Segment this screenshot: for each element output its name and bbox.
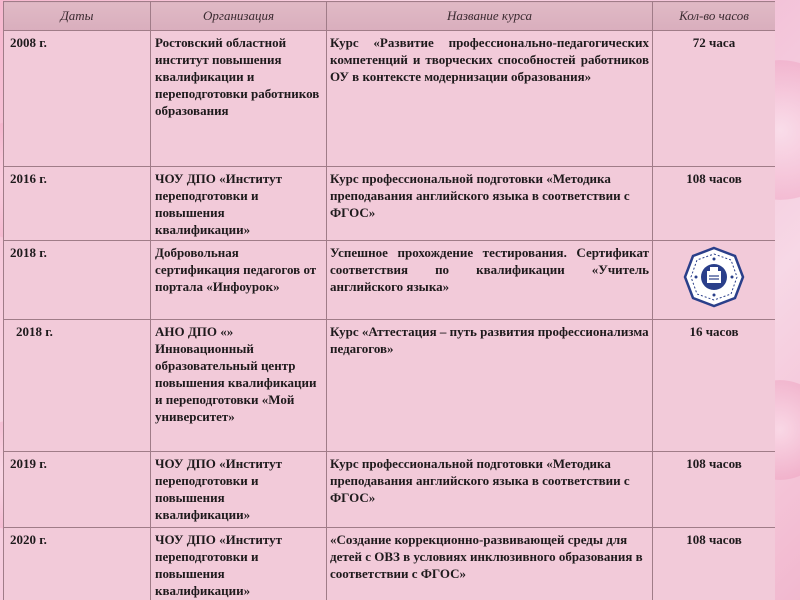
cell-organization: Добровольная сертификация педагогов от портала «Инфоурок» bbox=[151, 241, 327, 320]
cell-hours: 108 часов bbox=[653, 167, 776, 241]
cell-hours: 108 часов bbox=[653, 452, 776, 528]
cell-date: 2018 г. bbox=[4, 241, 151, 320]
cell-hours: 72 часа bbox=[653, 31, 776, 167]
cell-hours-badge bbox=[653, 241, 776, 320]
cell-date: 2020 г. bbox=[4, 528, 151, 600]
courses-table bbox=[3, 1, 775, 600]
table-row bbox=[4, 31, 776, 167]
cell-date: 2019 г. bbox=[4, 452, 151, 528]
cell-organization: Ростовский областной институт повышения квалификации и переподготовки работников образования bbox=[151, 31, 327, 167]
cell-hours: 108 часов bbox=[653, 528, 776, 600]
table-header-row bbox=[4, 2, 776, 31]
cell-organization: ЧОУ ДПО «Институт переподготовки и повышения квалификации» bbox=[151, 528, 327, 600]
cell-course: Курс профессиональной подготовки «Методика преподавания английского языка в соответствии с ФГОС» bbox=[327, 167, 653, 241]
cell-date: 2008 г. bbox=[4, 31, 151, 167]
table-row bbox=[4, 241, 776, 320]
header-dates: Даты bbox=[4, 2, 151, 31]
courses-table-container bbox=[3, 1, 775, 600]
cell-date: 2018 г. bbox=[4, 320, 151, 452]
header-organization: Организация bbox=[151, 2, 327, 31]
header-course: Название курса bbox=[327, 2, 653, 31]
cell-organization: ЧОУ ДПО «Институт переподготовки и повышения квалификации» bbox=[151, 167, 327, 241]
header-hours: Кол-во часов bbox=[653, 2, 776, 31]
cell-course: Курс профессиональной подготовки «Методика преподавания английского языка в соответствии с ФГОС» bbox=[327, 452, 653, 528]
table-row bbox=[4, 528, 776, 600]
cell-course: «Создание коррекционно-развивающей среды для детей с ОВЗ в условиях инклюзивного образования в соответствии с ФГОС» bbox=[327, 528, 653, 600]
cell-course: Курс «Аттестация – путь развития профессионализма педагогов» bbox=[327, 320, 653, 452]
cell-hours: 16 часов bbox=[653, 320, 776, 452]
cell-date: 2016 г. bbox=[4, 167, 151, 241]
cell-course: Успешное прохождение тестирования. Сертификат соответствия по квалификации «Учитель английского языка» bbox=[327, 241, 653, 320]
cell-organization: ЧОУ ДПО «Институт переподготовки и повышения квалификации» bbox=[151, 452, 327, 528]
cell-organization: АНО ДПО «» Инновационный образовательный центр повышения квалификации и переподготовки «Мой университет» bbox=[151, 320, 327, 452]
cell-course: Курс «Развитие профессионально-педагогических компетенций и творческих способностей работников ОУ в контексте модернизации образования» bbox=[327, 31, 653, 167]
certificate-seal-icon bbox=[683, 246, 745, 308]
table-row bbox=[4, 452, 776, 528]
table-row bbox=[4, 167, 776, 241]
table-row bbox=[4, 320, 776, 452]
